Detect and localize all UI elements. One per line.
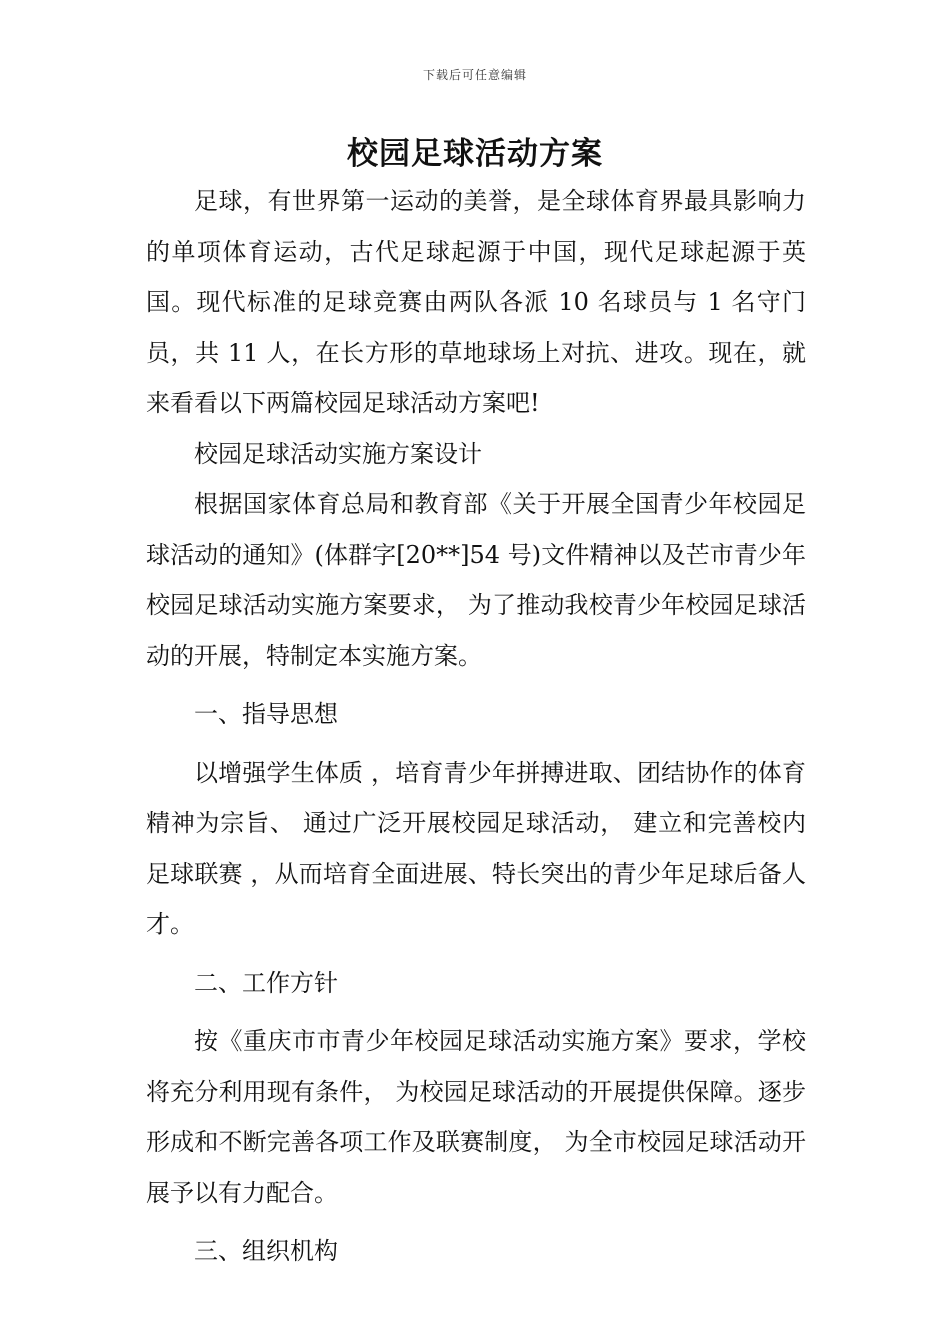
guiding-ideology-paragraph: 以增强学生体质 ，培育青少年拼搏进取、团结协作的体育精神为宗旨、 通过广泛开展校园足球活动， 建立和完善校内足球联赛 ，从而培育全面进展、特长突出的青少年足球后备人才。 [146, 758, 806, 938]
document-body [146, 176, 806, 1277]
heading-work-policy: 二、工作方针 [194, 968, 338, 997]
heading-organization: 三、组织机构 [194, 1237, 338, 1265]
section-title: 校园足球活动实施方案设计 [194, 439, 482, 468]
heading-guiding-ideology: 一、指导思想 [194, 700, 338, 728]
header-note: 下载后可任意编辑 [422, 68, 527, 82]
intro-paragraph: 足球，有世界第一运动的美誉，是全球体育界最具影响力的单项体育运动，古代足球起源于中国，现代足球起源于英国。现代标准的足球竞赛由两队各派 10 名球员与 1 名守门员，共 11 人，在长方形的草地球场上对抗、进攻。现在，就来看看以下两篇校园足球活动方案吧! [146, 187, 806, 417]
work-policy-paragraph: 按《重庆市市青少年校园足球活动实施方案》要求，学校将充分利用现有条件， 为校园足球活动的开展提供保障。逐步形成和不断完善各项工作及联赛制度， 为全市校园足球活动开展予以有力配合。 [146, 1027, 806, 1207]
basis-paragraph: 根据国家体育总局和教育部《关于开展全国青少年校园足球活动的通知》(体群字[20**]54 号)文件精神以及芒市青少年校园足球活动实施方案要求， 为了推动我校青少年校园足球活动的开展，特制定本实施方案。 [146, 490, 806, 670]
document-title: 校园足球活动方案 [347, 136, 603, 172]
